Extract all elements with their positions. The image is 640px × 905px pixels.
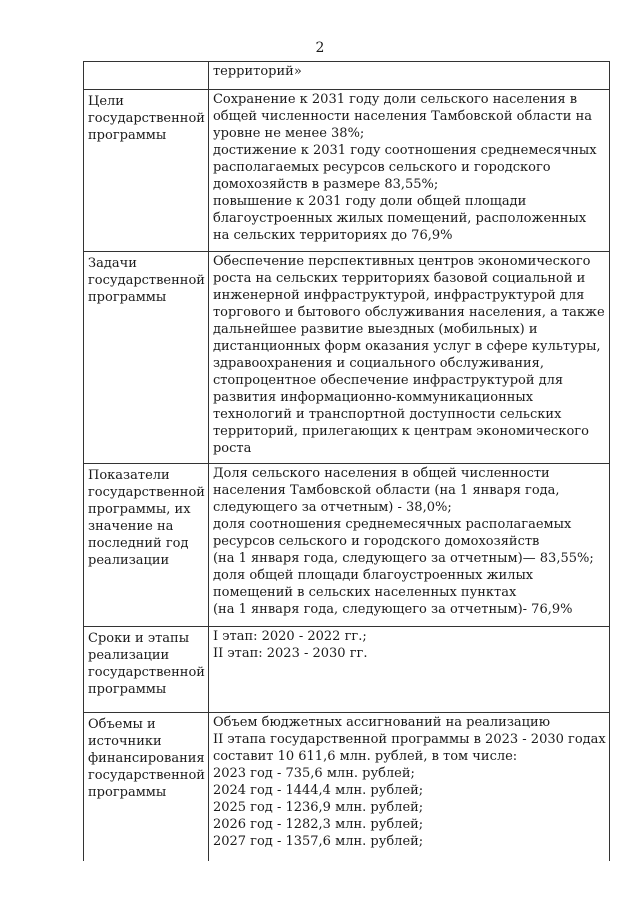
text-line: программы	[88, 682, 167, 697]
text-line: 2025 год - 1236,9 млн. рублей;	[212, 800, 424, 815]
text-line: домохозяйств в размере 83,55%;	[212, 177, 439, 192]
text-line: государственной	[88, 485, 205, 500]
table-row	[84, 627, 610, 713]
text-line: программы	[88, 290, 167, 305]
text-line: реализации	[88, 648, 170, 663]
text-line: последний год	[88, 536, 189, 551]
text-line: помещений в сельских населенных пунктах	[212, 585, 517, 600]
text-line: населения Тамбовской области (на 1 января года,	[212, 483, 560, 498]
text-line: Показатели	[88, 468, 170, 483]
text-line: Сохранение к 2031 году доли сельского населения в	[212, 92, 578, 107]
row-content	[208, 90, 609, 252]
text-line: 2026 год - 1282,3 млн. рублей;	[212, 817, 424, 832]
text-line: значение на	[88, 519, 174, 534]
text-line: располагаемых ресурсов сельского и городского	[212, 160, 551, 175]
text-line: благоустроенных жилых помещений, расположенных	[212, 211, 587, 226]
row-label	[84, 627, 209, 713]
table-row	[84, 713, 610, 861]
table-row	[84, 62, 610, 90]
text-line: (на 1 января года, следующего за отчетным)— 83,55%;	[212, 551, 594, 566]
text-line: технологий и транспортной доступности сельских	[212, 407, 562, 422]
text-line: государственной	[88, 768, 205, 783]
text-line: Цели	[88, 94, 124, 109]
row-label	[84, 713, 209, 861]
text-line: инженерной инфраструктурой, инфраструктурой для	[212, 288, 585, 303]
row-content	[208, 627, 609, 713]
text-line: развития информационно-коммуникационных	[212, 390, 534, 405]
row-label	[84, 252, 209, 464]
text-line: дистанционных форм оказания услуг в сфере культуры,	[212, 339, 601, 354]
text-line: уровне не менее 38%;	[212, 126, 365, 141]
text-line: 2024 год - 1444,4 млн. рублей;	[212, 783, 424, 798]
text-line: II этап: 2023 - 2030 гг.	[212, 646, 368, 661]
text-line: 2023 год - 735,6 млн. рублей;	[212, 766, 415, 781]
text-line: общей численности населения Тамбовской области на	[212, 109, 592, 124]
text-line: на сельских территориях до 76,9%	[212, 228, 453, 243]
text-line: (на 1 января года, следующего за отчетным)- 76,9%	[212, 602, 573, 617]
text-line: Сроки и этапы	[88, 631, 190, 646]
page-number: 2	[315, 40, 325, 56]
text-line: следующего за отчетным) - 38,0%;	[212, 500, 452, 515]
text-line: финансирования	[88, 751, 205, 766]
text-line: программы	[88, 128, 167, 143]
table-row	[84, 90, 610, 252]
text-line: достижение к 2031 году соотношения среднемесячных	[212, 143, 597, 158]
text-line: здравоохранения и социального обслуживания,	[212, 356, 544, 371]
text-line: доля общей площади благоустроенных жилых	[212, 568, 534, 583]
table-row	[84, 464, 610, 627]
text-line: государственной	[88, 273, 205, 288]
text-line: программы, их	[88, 502, 191, 517]
text-line: I этап: 2020 - 2022 гг.;	[212, 629, 367, 644]
text-line: дальнейшее развитие выездных (мобильных) и	[212, 322, 538, 337]
table-row	[84, 252, 610, 464]
text-line: государственной	[88, 665, 205, 680]
text-line: Задачи	[88, 256, 137, 271]
text-line: реализации	[88, 553, 170, 568]
row-content	[208, 62, 609, 90]
text-line: роста	[212, 441, 252, 456]
text-line: источники	[88, 734, 162, 749]
text-line: II этапа государственной программы в 2023 - 2030 годах	[212, 732, 606, 747]
text-line: составит 10 611,6 млн. рублей, в том числе:	[212, 749, 518, 764]
row-label	[84, 90, 209, 252]
text-line: Доля сельского населения в общей численности	[212, 466, 550, 481]
text-line: программы	[88, 785, 167, 800]
text-line: ресурсов сельского и городского домохозяйств	[212, 534, 540, 549]
row-label	[84, 464, 209, 627]
text-line: территорий, прилегающих к центрам экономического	[212, 424, 589, 439]
row-content	[208, 464, 609, 627]
program-passport-table	[83, 61, 610, 861]
row-content	[208, 252, 609, 464]
text-line: государственной	[88, 111, 205, 126]
text-line: торгового и бытового обслуживания населения, а также	[212, 305, 605, 320]
text-line: Обеспечение перспективных центров экономического	[212, 254, 591, 269]
text-line: Объем бюджетных ассигнований на реализацию	[212, 715, 551, 730]
row-label	[84, 62, 209, 90]
row-content	[208, 713, 609, 861]
text-line: повышение к 2031 году доли общей площади	[212, 194, 527, 209]
text-line: Объемы и	[88, 717, 156, 732]
text-line: 2027 год - 1357,6 млн. рублей;	[212, 834, 424, 849]
text-line: стопроцентное обеспечение инфраструктурой для	[212, 373, 564, 388]
text-line: территорий»	[212, 64, 302, 79]
text-line: роста на сельских территориях базовой социальной и	[212, 271, 586, 286]
text-line: доля соотношения среднемесячных располагаемых	[212, 517, 572, 532]
